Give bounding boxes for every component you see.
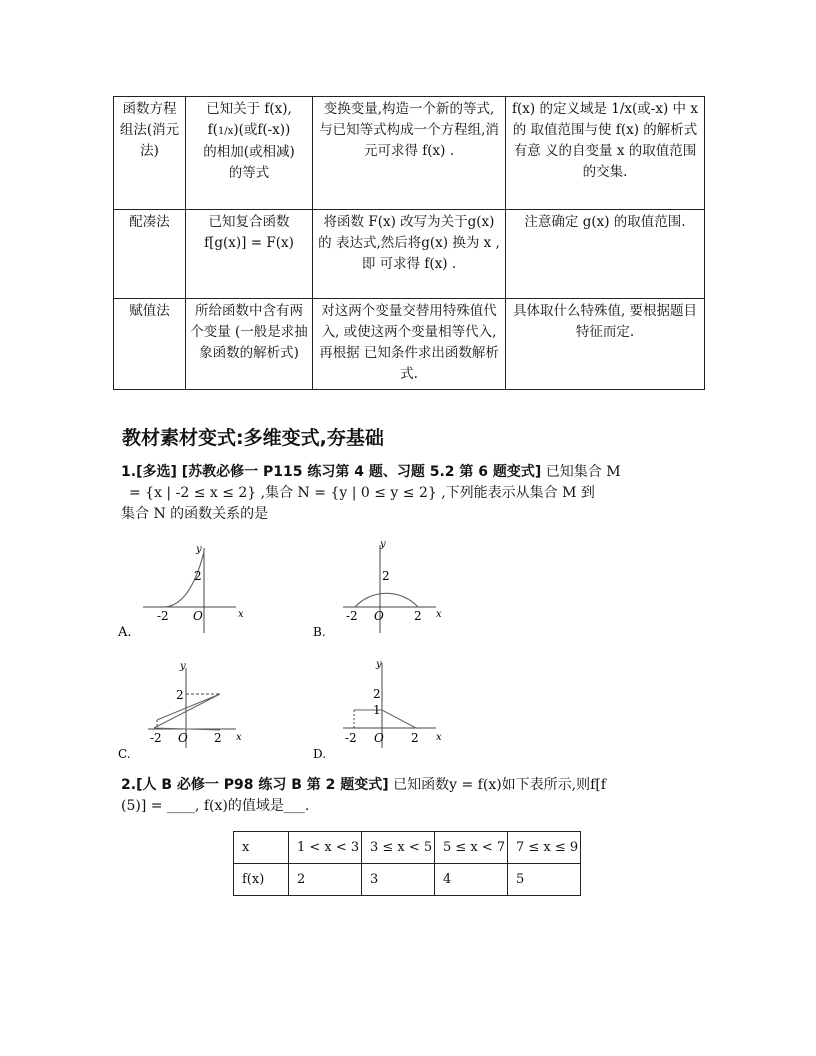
table-row	[114, 299, 705, 390]
table-cell: 1 < x < 3	[289, 832, 362, 864]
question-tag: [多选] [苏教必修一 P115 练习第 4 题、习题 5.2 第 6 题变式]	[136, 464, 542, 480]
option-label-a[interactable]: A.	[118, 625, 132, 640]
question-text: 已知集合 M	[545, 464, 621, 480]
axis-label-x: x	[436, 609, 442, 620]
tick-label: 2	[194, 569, 202, 583]
tick-label: -2	[150, 731, 162, 745]
table-cell: 赋值法	[114, 299, 186, 390]
origin-label: O	[178, 731, 188, 745]
table-cell: f(x) 的定义域是 1/x(或-x) 中 x 的 取值范围与使 f(x) 的解析式有意 义的自变量 x 的取值范围的交集.	[506, 97, 705, 210]
tick-label: 2	[414, 609, 422, 623]
tick-label: -2	[157, 609, 169, 623]
table-cell: f(x)	[234, 864, 289, 896]
tick-label: 2	[214, 731, 222, 745]
table-cell: 所给函数中含有两个变量 (一般是求抽象函数的解析式)	[186, 299, 313, 390]
question-2	[121, 775, 711, 817]
section-heading: 教材素材变式:多维变式,夯基础	[122, 427, 384, 449]
table-row	[114, 97, 705, 210]
axis-label-y: y	[380, 539, 386, 550]
question-1-line-2: = {x | -2 ≤ x ≤ 2} ,集合 N = {y | 0 ≤ y ≤ 2} ,下列能表示从集合 M 到	[129, 485, 595, 501]
table-cell: 4	[435, 864, 508, 896]
table-cell: 3	[362, 864, 435, 896]
axis-label-x: x	[436, 732, 442, 743]
option-label-b[interactable]: B.	[313, 625, 326, 639]
methods-table	[113, 96, 705, 390]
axis-label-y: y	[376, 659, 382, 670]
table-row	[114, 210, 705, 299]
origin-label: O	[193, 609, 203, 623]
question-2-line-2: (5)] = ____, f(x)的值域是___.	[121, 798, 310, 814]
curve	[354, 710, 416, 728]
axis-label-y: y	[180, 661, 186, 672]
table-cell: 已知复合函数 f[g(x)] = F(x)	[186, 210, 313, 299]
tick-label: 2	[411, 731, 419, 745]
question-tag: [人 B 必修一 P98 练习 B 第 2 题变式]	[136, 777, 389, 793]
question-2-line-1	[121, 775, 711, 796]
tick-label: -2	[345, 731, 357, 745]
question-number: 2.	[121, 777, 137, 793]
table-row	[234, 864, 581, 896]
question-text: 已知函数y = f(x)如下表所示,则f[f	[393, 777, 606, 793]
origin-label: O	[374, 731, 384, 745]
table-cell: 具体取什么特殊值, 要根据题目 特征而定.	[506, 299, 705, 390]
question-1-line-3: 集合 N 的函数关系的是	[121, 506, 269, 522]
graph-a[interactable]	[118, 544, 244, 640]
question-1	[121, 462, 711, 525]
tick-label: 2	[176, 688, 184, 702]
curve	[154, 694, 220, 728]
curve	[355, 593, 418, 607]
graph-c[interactable]	[118, 661, 242, 761]
tick-label: -2	[346, 609, 358, 623]
table-cell: 2	[289, 864, 362, 896]
axis-label-x: x	[236, 732, 242, 743]
table-cell: 5	[508, 864, 581, 896]
axis-label-y: y	[196, 544, 202, 555]
table-cell: 3 ≤ x < 5	[362, 832, 435, 864]
table-cell: 已知关于 f(x), f(1/x)(或f(-x)) 的相加(或相减) 的等式	[186, 97, 313, 210]
tick-label: 2	[382, 569, 390, 583]
table-cell: 注意确定 g(x) 的取值范围.	[506, 210, 705, 299]
table-cell: 将函数 F(x) 改写为关于g(x) 的 表达式,然后将g(x) 换为 x ,即 可求得 f(x) .	[313, 210, 506, 299]
tick-label: 2	[373, 687, 381, 701]
option-label-c[interactable]: C.	[118, 747, 131, 761]
graph-b[interactable]	[313, 539, 442, 639]
table-cell: 7 ≤ x ≤ 9	[508, 832, 581, 864]
option-graphs	[118, 538, 678, 763]
question-1-line-1	[121, 462, 711, 483]
axis-label-x: x	[238, 609, 244, 620]
table-cell: x	[234, 832, 289, 864]
graph-d[interactable]	[313, 659, 442, 761]
option-label-d[interactable]: D.	[313, 747, 327, 761]
table-row	[234, 832, 581, 864]
fx-table	[233, 831, 581, 896]
table-cell: 变换变量,构造一个新的等式, 与已知等式构成一个方程组,消 元可求得 f(x) .	[313, 97, 506, 210]
table-cell: 5 ≤ x < 7	[435, 832, 508, 864]
table-cell: 配凑法	[114, 210, 186, 299]
origin-label: O	[374, 609, 384, 623]
question-number: 1.	[121, 464, 137, 480]
table-cell: 函数方程 组法(消元法)	[114, 97, 186, 210]
tick-label: 1	[373, 703, 381, 717]
table-cell: 对这两个变量交替用特殊值代入, 或使这两个变量相等代入, 再根据 已知条件求出函数解析式.	[313, 299, 506, 390]
